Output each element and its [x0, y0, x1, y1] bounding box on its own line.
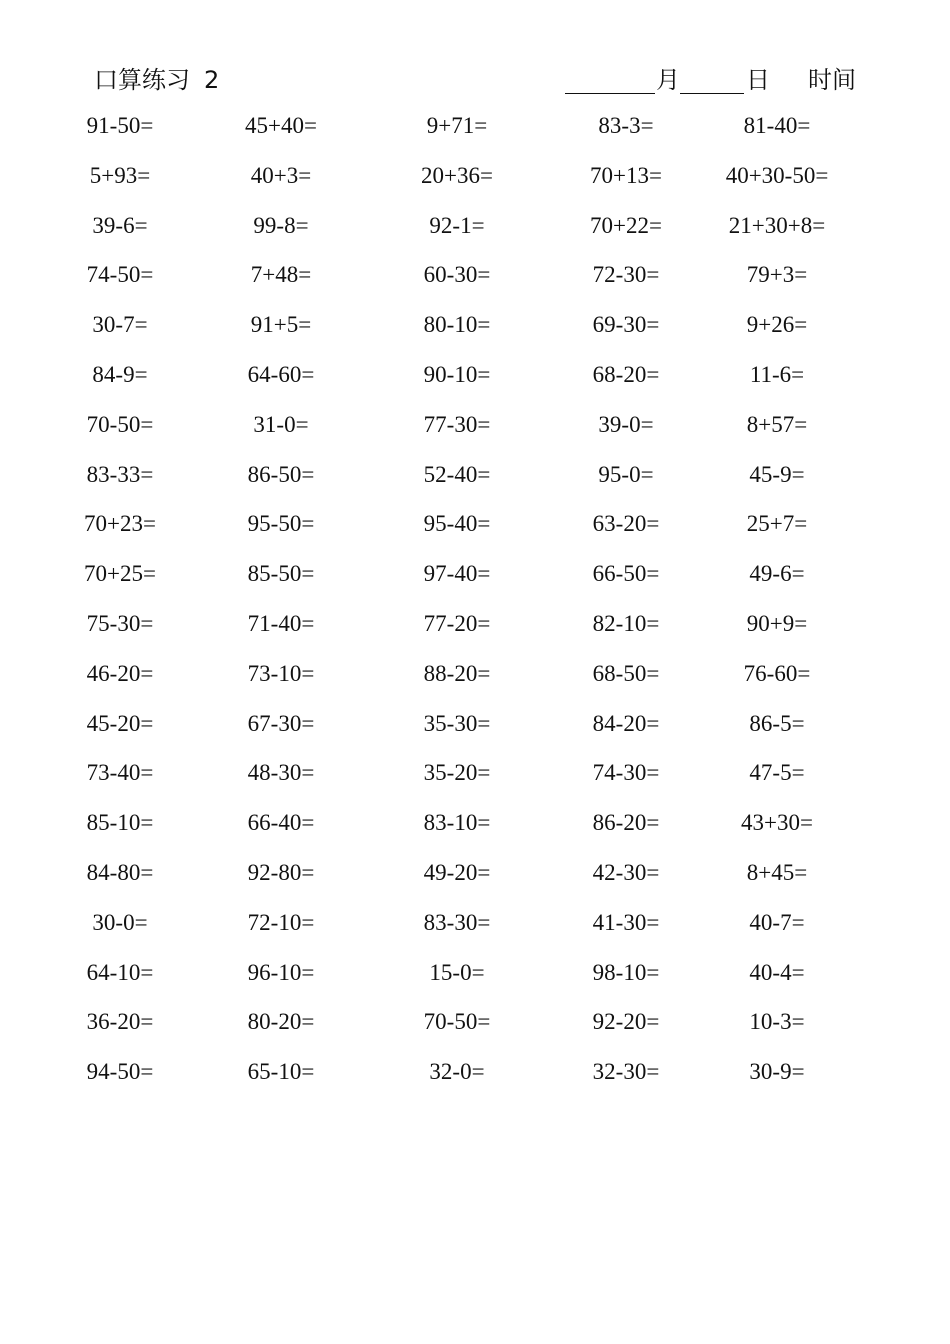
problem-cell: 11-6=	[749, 361, 805, 387]
problem-cell: 15-0=	[429, 959, 485, 985]
problem-row	[0, 502, 950, 552]
problem-cell: 10-3=	[749, 1009, 805, 1035]
problem-cell: 8+45=	[746, 859, 808, 885]
problem-cell: 86-50=	[247, 461, 315, 487]
problem-cell: 86-5=	[749, 710, 805, 736]
problem-row	[0, 154, 950, 204]
problem-cell: 99-8=	[253, 212, 309, 238]
problem-cell: 45-20=	[86, 710, 154, 736]
problem-cell: 36-20=	[86, 1009, 154, 1035]
problem-cell: 67-30=	[247, 710, 315, 736]
problem-cell: 86-20=	[592, 810, 660, 836]
problem-cell: 66-40=	[247, 810, 315, 836]
problem-row	[0, 204, 950, 254]
problem-cell: 73-40=	[86, 760, 154, 786]
problem-row	[0, 403, 950, 453]
problem-cell: 73-10=	[247, 660, 315, 686]
problem-cell: 70-50=	[86, 411, 154, 437]
problem-cell: 72-10=	[247, 909, 315, 935]
problem-cell: 81-40=	[743, 113, 811, 138]
problem-cell: 82-10=	[592, 610, 660, 636]
problem-cell: 46-20=	[86, 660, 154, 686]
problem-row	[0, 602, 950, 652]
problem-cell: 35-20=	[423, 760, 491, 786]
problem-row	[0, 1000, 950, 1050]
problem-cell: 45-9=	[749, 461, 805, 487]
problem-cell: 45+40=	[245, 113, 317, 138]
problem-cell: 64-10=	[86, 959, 154, 985]
problem-cell: 47-5=	[749, 760, 805, 786]
problem-row	[0, 453, 950, 503]
problem-row	[0, 652, 950, 702]
problem-cell: 40-7=	[749, 909, 805, 935]
problem-cell: 74-30=	[592, 760, 660, 786]
problem-cell: 84-20=	[592, 710, 660, 736]
problem-cell: 60-30=	[423, 262, 491, 288]
problem-cell: 7+48=	[250, 262, 312, 288]
problem-cell: 95-50=	[247, 511, 315, 537]
problem-cell: 76-60=	[743, 660, 811, 686]
problem-cell: 72-30=	[592, 262, 660, 288]
problem-cell: 68-50=	[592, 660, 660, 686]
problem-cell: 80-20=	[247, 1009, 315, 1035]
problem-cell: 88-20=	[423, 660, 491, 686]
problem-cell: 31-0=	[253, 411, 309, 437]
title-number: 2	[204, 66, 220, 94]
problem-cell: 85-50=	[247, 561, 315, 587]
problem-cell: 74-50=	[86, 262, 154, 288]
problem-cell: 90-10=	[423, 361, 491, 387]
problem-row	[0, 303, 950, 353]
problem-cell: 39-6=	[92, 212, 148, 238]
problem-cell: 42-30=	[592, 859, 660, 885]
problem-cell: 65-10=	[247, 1059, 315, 1085]
problem-cell: 49-20=	[423, 859, 491, 885]
problem-cell: 84-80=	[86, 859, 154, 885]
problem-cell: 20+36=	[421, 162, 493, 188]
problem-row	[0, 901, 950, 951]
problem-cell: 94-50=	[86, 1059, 154, 1085]
problem-cell: 71-40=	[247, 610, 315, 636]
title-text: 口算练习	[94, 66, 190, 94]
problem-cell: 9+26=	[746, 312, 808, 338]
problem-cell: 77-20=	[423, 610, 491, 636]
problem-cell: 84-9=	[92, 361, 148, 387]
problem-cell: 83-30=	[423, 909, 491, 935]
problem-cell: 66-50=	[592, 561, 660, 587]
problem-grid	[0, 104, 950, 1100]
problem-row	[0, 851, 950, 901]
problem-cell: 8+57=	[746, 411, 808, 437]
day-label: 日	[746, 66, 770, 94]
problem-cell: 32-0=	[429, 1059, 485, 1085]
problem-cell: 25+7=	[746, 511, 808, 537]
month-blank[interactable]	[565, 93, 655, 94]
problem-cell: 83-33=	[86, 461, 154, 487]
worksheet-header	[0, 0, 950, 110]
problem-cell: 75-30=	[86, 610, 154, 636]
problem-cell: 40-4=	[749, 959, 805, 985]
problem-cell: 40+30-50=	[725, 162, 829, 188]
problem-row	[0, 951, 950, 1001]
time-label: 时间	[808, 66, 856, 94]
problem-cell: 41-30=	[592, 909, 660, 935]
problem-cell: 30-7=	[92, 312, 148, 338]
month-label: 月	[656, 66, 680, 94]
problem-cell: 79+3=	[746, 262, 808, 288]
problem-row	[0, 1050, 950, 1100]
problem-row	[0, 751, 950, 801]
problem-cell: 64-60=	[247, 361, 315, 387]
problem-row	[0, 253, 950, 303]
problem-cell: 95-0=	[598, 461, 654, 487]
problem-cell: 70+13=	[590, 162, 662, 188]
problem-cell: 83-3=	[598, 113, 654, 138]
problem-row	[0, 104, 950, 154]
problem-cell: 70+22=	[590, 212, 662, 238]
problem-cell: 92-1=	[429, 212, 485, 238]
problem-row	[0, 552, 950, 602]
problem-cell: 97-40=	[423, 561, 491, 587]
problem-cell: 39-0=	[598, 411, 654, 437]
worksheet-title	[94, 60, 219, 95]
problem-cell: 96-10=	[247, 959, 315, 985]
problem-cell: 40+3=	[250, 162, 312, 188]
problem-cell: 83-10=	[423, 810, 491, 836]
problem-row	[0, 353, 950, 403]
problem-cell: 69-30=	[592, 312, 660, 338]
problem-cell: 91-50=	[86, 113, 154, 138]
problem-cell: 48-30=	[247, 760, 315, 786]
problem-cell: 90+9=	[746, 610, 808, 636]
problem-cell: 68-20=	[592, 361, 660, 387]
problem-cell: 70-50=	[423, 1009, 491, 1035]
problem-cell: 95-40=	[423, 511, 491, 537]
problem-cell: 30-0=	[92, 909, 148, 935]
problem-row	[0, 801, 950, 851]
problem-cell: 32-30=	[592, 1059, 660, 1085]
problem-cell: 30-9=	[749, 1059, 805, 1085]
problem-cell: 52-40=	[423, 461, 491, 487]
problem-cell: 5+93=	[89, 162, 151, 188]
day-blank[interactable]	[680, 93, 744, 94]
problem-row	[0, 702, 950, 752]
problem-cell: 77-30=	[423, 411, 491, 437]
problem-cell: 92-80=	[247, 859, 315, 885]
problem-cell: 9+71=	[426, 113, 488, 138]
problem-cell: 91+5=	[250, 312, 312, 338]
problem-cell: 21+30+8=	[728, 212, 826, 238]
problem-cell: 85-10=	[86, 810, 154, 836]
problem-cell: 80-10=	[423, 312, 491, 338]
problem-cell: 92-20=	[592, 1009, 660, 1035]
problem-cell: 63-20=	[592, 511, 660, 537]
problem-cell: 70+25=	[84, 561, 156, 587]
problem-cell: 49-6=	[749, 561, 805, 587]
problem-cell: 98-10=	[592, 959, 660, 985]
problem-cell: 43+30=	[741, 810, 813, 836]
problem-cell: 70+23=	[84, 511, 156, 537]
problem-cell: 35-30=	[423, 710, 491, 736]
